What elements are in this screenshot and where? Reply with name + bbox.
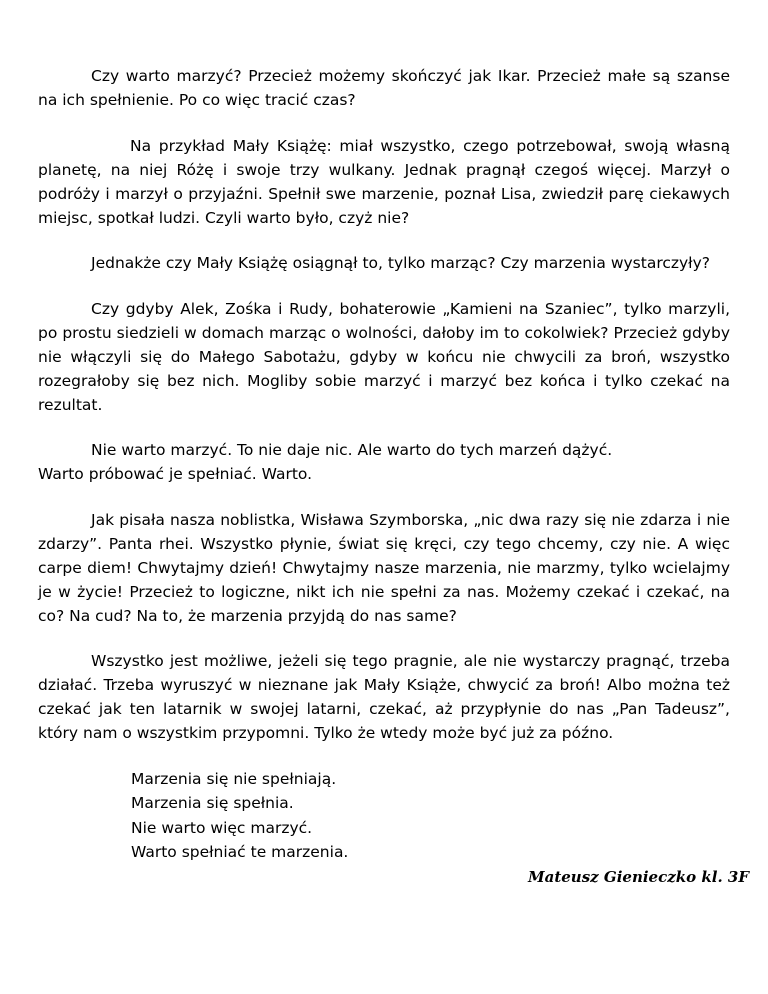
poem-line: Marzenia się nie spełniają.	[131, 769, 337, 788]
poem-line: Marzenia się spełnia.	[131, 794, 294, 812]
paragraph-5	[38, 438, 730, 486]
paragraph-2-text: Na przykład Mały Książę: miał wszystko, czego potrzebował, swoją własną planetę, na niej Różę i swoje trzy wulkany. Jednak pragnął czegoś więcej. Marzył o podróży i marzył o przyjaźni. Spełnił swe marzenie, poznał Lisa, zwiedził parę ciekawych miejsc, spotkał ludzi. Czyli warto było, czyż nie?	[38, 136, 730, 227]
poem	[131, 767, 730, 865]
paragraph-1-text: Czy warto marzyć? Przecież możemy skończyć jak Ikar. Przecież małe są szanse na ich spełnienie. Po co więc tracić czas?	[38, 67, 730, 109]
paragraph-3	[38, 251, 730, 275]
paragraph-6	[38, 508, 730, 628]
signature: Mateusz Gienieczko kl. 3F	[528, 868, 749, 886]
poem-line: Nie warto więc marzyć.	[131, 818, 313, 837]
paragraph-5-line-1	[38, 438, 730, 462]
paragraph-7	[38, 649, 730, 745]
paragraph-3-text: Jednakże czy Mały Książę osiągnął to, tylko marząc? Czy marzenia wystarczyły?	[91, 254, 710, 272]
paragraph-4-text: Czy gdyby Alek, Zośka i Rudy, bohaterowie „Kamieni na Szaniec”, tylko marzyli, po prostu siedzieli w domach marząc o wolności, dałoby im to cokolwiek? Przecież gdyby nie włączyli się do Małego Sabotażu, gdyby w końcu nie chwycili za broń, wszystko rozegrałoby się bez nich. Mogliby sobie marzyć i marzyć bez końca i tylko czekać na rezultat.	[38, 299, 730, 414]
paragraph-4	[38, 297, 730, 417]
poem-line: Warto spełniać te marzenia.	[131, 843, 349, 861]
paragraph-2	[38, 134, 730, 230]
paragraph-6-text: Jak pisała nasza noblistka, Wisława Szymborska, „nic dwa razy się nie zdarza i nie zdarzy”. Panta rhei. Wszystko płynie, świat się kręci, czy tego chcemy, czy nie. A więc carpe diem! Chwytajmy dzień! Chwytajmy nasze marzenia, nie marzmy, tylko wcielajmy je w życie! Przecież to logiczne, nikt ich nie spełni za nas. Możemy czekać i czekać, na co? Na cud? Na to, że marzenia przyjdą do nas same?	[38, 510, 730, 625]
paragraph-5-line-2: Warto próbować je spełniać. Warto.	[38, 465, 313, 483]
paragraph-1	[38, 64, 730, 112]
paragraph-7-text: Wszystko jest możliwe, jeżeli się tego pragnie, ale nie wystarczy pragnąć, trzeba działać. Trzeba wyruszyć w nieznane jak Mały Książe, chwycić za broń! Albo można też czekać jak ten latarnik w swojej latarni, czekać, aż przypłynie do nas „Pan Tadeusz”, który nam o wszystkim przypomni. Tylko że wtedy może być już za późno.	[38, 652, 730, 742]
paragraph-5-line-1-text: Nie warto marzyć. To nie daje nic. Ale warto do tych marzeń dążyć.	[91, 441, 613, 459]
